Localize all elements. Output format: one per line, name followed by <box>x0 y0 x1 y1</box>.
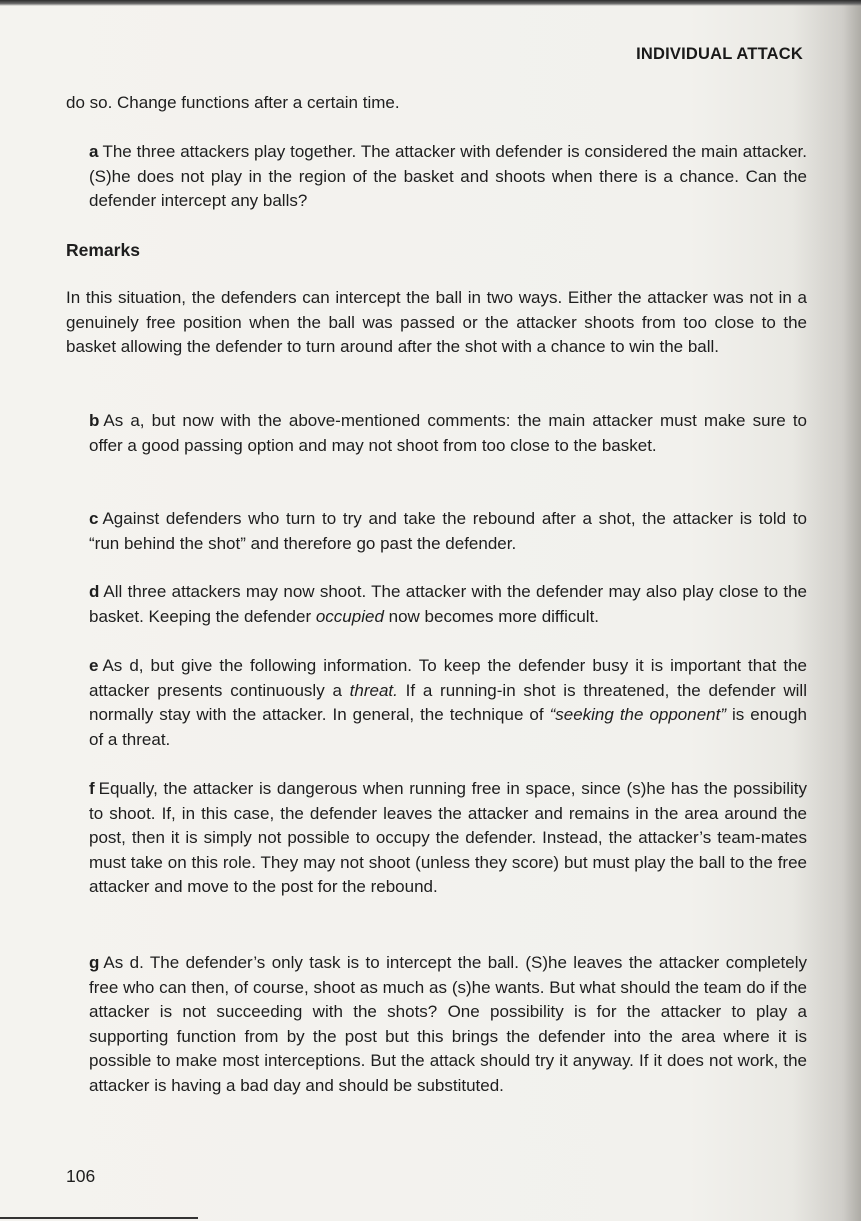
exercise-text: As a, but now with the above-mentioned comments: the main attacker must make sure to offer a good passing option and may not shoot from too close to the basket. <box>89 411 807 455</box>
remarks-text: In this situation, the defenders can intercept the ball in two ways. Either the attacker was not in a genuinely free position when the ball was passed or the attacker shoots from too close to the basket allowing the defender to turn around after the shot with a chance to win the ball. <box>66 288 807 356</box>
running-head: INDIVIDUAL ATTACK <box>636 45 803 63</box>
remarks-heading: Remarks <box>66 240 140 260</box>
emphasis-occupied: occupied <box>315 606 384 626</box>
exercise-a <box>89 140 807 214</box>
exercise-b <box>89 409 807 458</box>
exercise-text: The three attackers play together. The attacker with defender is considered the main attacker. (S)he does not play in the region of the basket and shoots when there is a chance. Can the defender intercept any balls? <box>89 142 807 210</box>
exercise-d <box>89 580 807 629</box>
exercise-f <box>89 777 807 900</box>
exercise-letter: b <box>89 411 100 430</box>
exercise-text-cont: now becomes more difficult. <box>383 606 600 626</box>
exercise-text: As d, but give the following information. To keep the defender busy it is important that the attacker presents continuously a <box>89 656 807 700</box>
exercise-letter: a <box>89 142 99 161</box>
exercise-letter: e <box>89 656 99 675</box>
exercise-text-cont: If a running-in shot is threatened, the defender will normally stay with the attacker. In general, the technique of <box>89 680 807 724</box>
exercise-e <box>89 654 807 752</box>
bottom-rule <box>0 1217 198 1219</box>
emphasis-seeking-opponent: “seeking the opponent” <box>549 705 727 724</box>
remarks-paragraph <box>66 286 807 360</box>
exercise-text-end: is enough of a threat. <box>89 705 807 749</box>
intro-text: do so. Change functions after a certain time. <box>66 93 400 112</box>
exercise-text: All three attackers may now shoot. The attacker with the defender may also play close to the basket. Keeping the defender <box>89 582 807 626</box>
exercise-text: As d. The defender’s only task is to intercept the ball. (S)he leaves the attacker completely free who can then, of course, shoot as much as (s)he wants. But what should the team do if the attacker is not succeeding with the shots? One possibility is for the attacker to play a supporting function from by the post but this brings the defender into the area where it is possible to make most interceptions. But the attack should try it anyway. If it does not work, the attacker is having a bad day and should be substituted. <box>89 953 807 1095</box>
exercise-letter: c <box>89 509 99 528</box>
exercise-text: Equally, the attacker is dangerous when running free in space, since (s)he has the possibility to shoot. If, in this case, the defender leaves the attacker and remains in the area around the post, then it is simply not possible to occupy the defender. Instead, the attacker’s team-mates must take on this role. They may not shoot (unless they score) but must play the ball to the free attacker and move to the post for the rebound. <box>89 779 807 896</box>
exercise-c <box>89 507 807 556</box>
binding-shadow <box>841 0 861 1221</box>
scan-top-edge <box>0 0 861 6</box>
intro-paragraph <box>66 91 807 116</box>
exercise-letter: g <box>89 953 100 972</box>
exercise-g <box>89 951 807 1098</box>
exercise-text: Against defenders who turn to try and take the rebound after a shot, the attacker is told to “run behind the shot” and therefore go past the defender. <box>89 509 807 553</box>
exercise-letter: d <box>89 582 100 601</box>
page-number: 106 <box>66 1166 96 1186</box>
emphasis-threat: threat. <box>349 680 398 700</box>
exercise-letter: f <box>89 779 95 798</box>
